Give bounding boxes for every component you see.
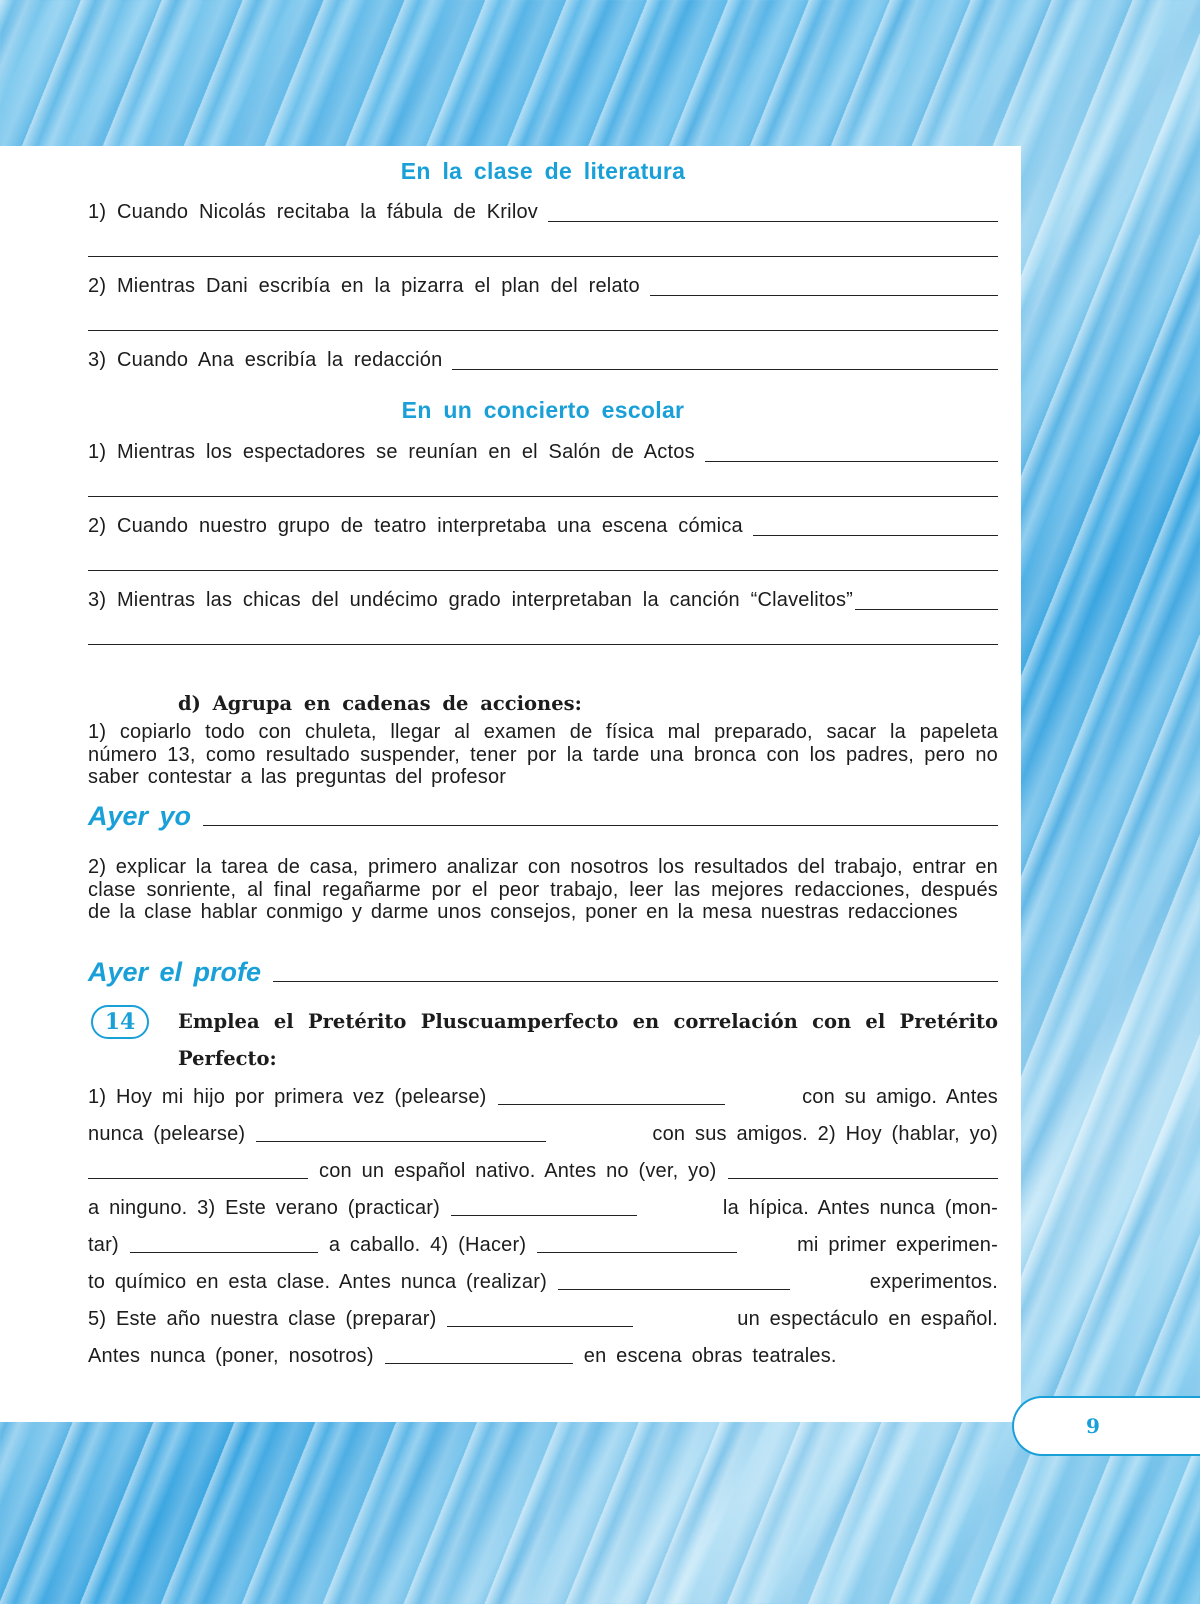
exercise-line <box>88 1074 998 1111</box>
exercise-instruction: Emplea el Pretérito Pluscuamperfecto en correlación con el Pretérito Perfecto: <box>178 1010 998 1070</box>
answer-line[interactable] <box>548 221 998 222</box>
exercise-line <box>88 1148 998 1185</box>
exercise-text: to químico en esta clase. Antes nunca (realizar) <box>88 1271 547 1293</box>
exercise-line <box>88 1296 998 1333</box>
chain-item-2: 2) explicar la tarea de casa, primero analizar con nosotros los resultados del trabajo, entrar en clase sonriente, al final regañarme por el peor trabajo, leer las mejores redacciones, después de la clase hablar conmigo y darme unos consejos, poner en la mesa nuestras redacciones <box>88 856 998 923</box>
exercise-line <box>88 1222 998 1259</box>
answer-line[interactable] <box>705 461 998 462</box>
exercise-text: la hípica. Antes nunca (mon- <box>722 1197 998 1219</box>
exercise-text: 1) Hoy mi hijo por primera vez (pelearse) <box>88 1086 487 1108</box>
page-number: 9 <box>1086 1414 1100 1438</box>
exercise-text: 5) Este año nuestra clase (preparar) <box>88 1308 437 1330</box>
answer-row <box>88 266 998 300</box>
answer-blank[interactable] <box>447 1326 633 1327</box>
answer-row <box>88 580 998 614</box>
answer-row-ayer-profe <box>88 952 998 988</box>
answer-blank[interactable] <box>385 1363 573 1364</box>
prompt-text: 2) Cuando nuestro grupo de teatro interpretaba una escena cómica <box>88 515 743 537</box>
section-title-literatura: En la clase de literatura <box>400 158 686 184</box>
prompt-text: 3) Cuando Ana escribía la redacción <box>88 349 443 371</box>
exercise-text: con sus amigos. 2) Hoy (hablar, yo) <box>652 1123 998 1145</box>
exercise-text: tar) <box>88 1234 119 1256</box>
answer-line[interactable] <box>88 330 998 331</box>
page-number-tab <box>1012 1396 1200 1456</box>
answer-row-ayer-yo <box>88 796 998 832</box>
exercise-text: con su amigo. Antes <box>802 1086 998 1108</box>
answer-line[interactable] <box>88 496 998 497</box>
exercise-line <box>88 1185 998 1222</box>
answer-blank[interactable] <box>537 1252 737 1253</box>
answer-row <box>88 506 998 540</box>
answer-row <box>88 192 998 226</box>
answer-line[interactable] <box>203 825 998 826</box>
answer-row <box>88 432 998 466</box>
ayer-profe-label: Ayer el profe <box>88 957 262 987</box>
task-heading-d: d) Agrupa en cadenas de acciones: <box>178 692 582 715</box>
worksheet-page <box>0 146 1021 1422</box>
answer-blank[interactable] <box>130 1252 318 1253</box>
answer-line[interactable] <box>88 256 998 257</box>
exercise-line <box>88 1259 998 1296</box>
exercise-line <box>88 1111 998 1148</box>
answer-blank[interactable] <box>498 1104 725 1105</box>
answer-blank[interactable] <box>558 1289 790 1290</box>
prompt-text: 2) Mientras Dani escribía en la pizarra el plan del relato <box>88 275 640 297</box>
exercise-text: Antes nunca (poner, nosotros) <box>88 1345 374 1367</box>
answer-line[interactable] <box>650 295 998 296</box>
answer-blank[interactable] <box>256 1141 546 1142</box>
answer-row <box>88 340 998 374</box>
exercise-text: un espectáculo en español. <box>737 1308 998 1330</box>
answer-line[interactable] <box>753 535 998 536</box>
exercise-text: con un español nativo. Antes no (ver, yo) <box>319 1160 717 1182</box>
answer-blank[interactable] <box>451 1215 637 1216</box>
answer-line[interactable] <box>88 644 998 645</box>
answer-line[interactable] <box>452 369 998 370</box>
exercise-text: mi primer experimen- <box>797 1234 998 1256</box>
section-title-concierto: En un concierto escolar <box>401 397 685 423</box>
answer-line[interactable] <box>88 570 998 571</box>
answer-blank[interactable] <box>88 1178 308 1179</box>
prompt-text: 3) Mientras las chicas del undécimo grado interpretaban la canción “Clavelitos” <box>88 589 854 611</box>
exercise-line <box>88 1333 998 1370</box>
exercise-text: a caballo. 4) (Hacer) <box>328 1234 527 1256</box>
ayer-yo-label: Ayer yo <box>88 801 192 831</box>
prompt-text: 1) Cuando Nicolás recitaba la fábula de Krilov <box>88 201 538 223</box>
answer-line[interactable] <box>273 981 998 982</box>
exercise-text: a ninguno. 3) Este verano (practicar) <box>88 1197 441 1219</box>
exercise-text: en escena obras teatrales. <box>583 1345 837 1367</box>
answer-blank[interactable] <box>728 1178 998 1179</box>
exercise-text: experimentos. <box>869 1271 998 1293</box>
prompt-text: 1) Mientras los espectadores se reunían en el Salón de Actos <box>88 441 695 463</box>
exercise-text: nunca (pelearse) <box>88 1123 246 1145</box>
exercise-number-badge: 14 <box>91 1005 149 1039</box>
answer-line[interactable] <box>855 609 998 610</box>
chain-item-1: 1) copiarlo todo con chuleta, llegar al examen de física mal preparado, sacar la papeleta número 13, como resultado suspender, tener por la tarde una bronca con los padres, pero no saber contestar a las preguntas del profesor <box>88 721 998 788</box>
